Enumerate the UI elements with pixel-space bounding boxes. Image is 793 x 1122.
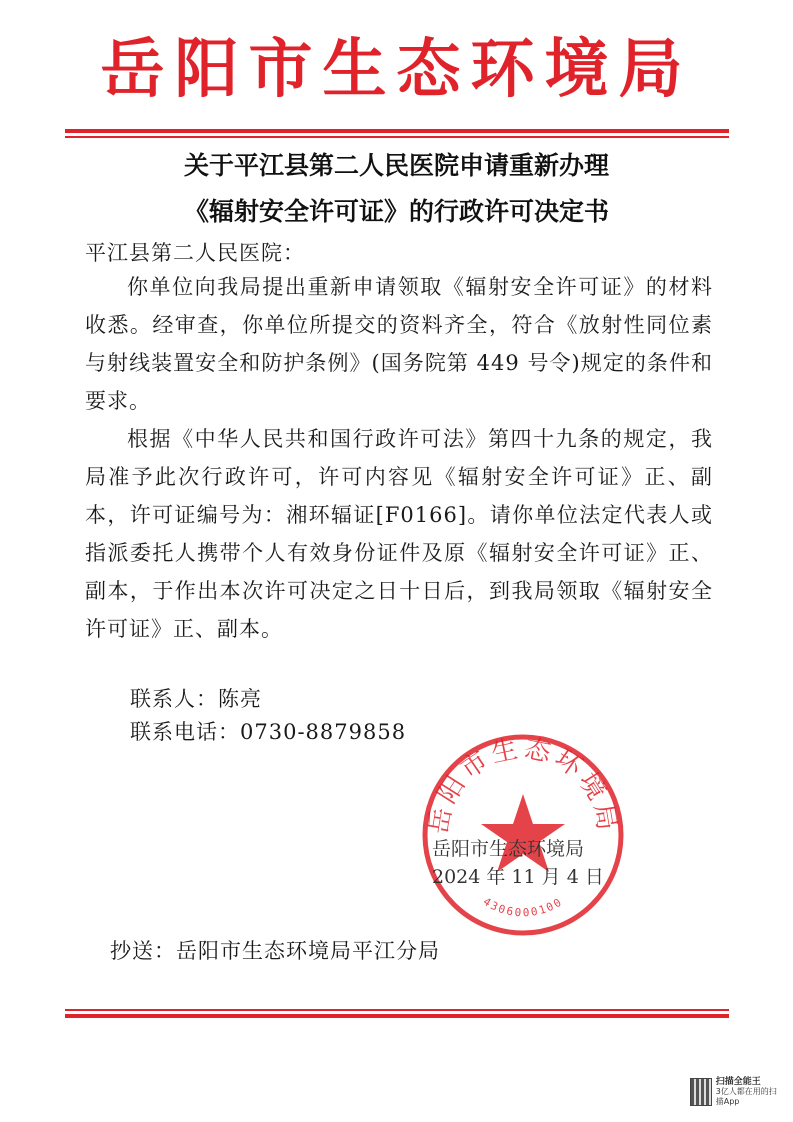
document-title-line-1: 关于平江县第二人民医院申请重新办理 <box>183 151 609 180</box>
scanner-app-tagline: 3亿人都在用的扫描App <box>715 1087 777 1106</box>
addressee: 平江县第二人民医院： <box>85 241 305 265</box>
issuing-authority-header: 岳阳市生态环境局 <box>100 33 693 107</box>
document-title-line-2: 《辐射安全许可证》的行政许可决定书 <box>183 197 609 226</box>
paragraph-1 <box>85 268 713 420</box>
svg-text:4306000100 <box>481 895 566 919</box>
header-rule-thick <box>65 129 729 133</box>
footer-rule-thin <box>65 1009 729 1011</box>
signature-organization: 岳阳市生态环境局 <box>432 838 585 860</box>
signature-date: 2024 年 11 月 4 日 <box>432 866 604 888</box>
seal-text: 岳阳市生态环境局 <box>423 733 623 837</box>
paragraph-1-text: 你单位向我局提出重新申请领取《辐射安全许可证》的材料收悉。经审查，你单位所提交的资料齐全，符合《放射性同位素与射线装置安全和防护条例》(国务院第 449 号令)规定的条件和要求。 <box>85 275 713 413</box>
contact-person: 联系人：陈亮 <box>130 687 262 711</box>
header-rule-thin <box>65 136 729 138</box>
scanner-watermark <box>690 1077 780 1107</box>
carbon-copy: 抄送：岳阳市生态环境局平江分局 <box>110 939 440 963</box>
contact-phone: 联系电话：0730-8879858 <box>130 720 407 744</box>
paragraph-2-text: 根据《中华人民共和国行政许可法》第四十九条的规定，我局准予此次行政许可，许可内容见《辐射安全许可证》正、副本，许可证编号为：湘环辐证[F0166]。请你单位法定代表人或指派委托人携带个人有效身份证件及原《辐射安全许可证》正、副本，于作出本次许可决定之日十日后，到我局领取《辐射安全许可证》正、副本。 <box>85 427 713 641</box>
paragraph-2 <box>85 420 713 648</box>
seal-code: 4306000100 <box>480 894 566 920</box>
footer-rule-thick <box>65 1014 729 1018</box>
scanner-app-name: 扫描全能王 <box>715 1077 761 1087</box>
qr-code-icon <box>690 1078 712 1106</box>
